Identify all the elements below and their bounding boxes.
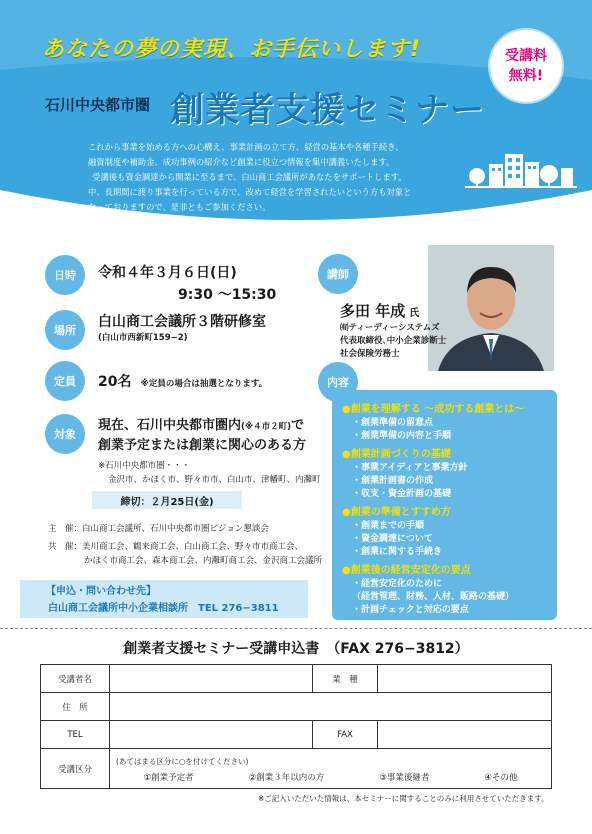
content-item: ・計画チェックと対応の要点 (352, 605, 469, 615)
form-divider (0, 628, 592, 629)
free-badge (490, 30, 562, 102)
tel-field[interactable] (110, 721, 313, 749)
option-successor[interactable]: ③事業後継者 (379, 773, 430, 783)
category-cell (110, 749, 552, 789)
badge-line1: 受講料 (505, 48, 547, 64)
tel-label: TEL (41, 721, 110, 749)
fax-field[interactable] (378, 721, 552, 749)
target-text-a: 現在、石川中央都市圏内 (98, 418, 242, 433)
contact-label: 【申込・問い合わせ先】 (46, 586, 156, 597)
speaker-role: 代表取締役､中小企業診断士 (340, 336, 447, 346)
content-topic: ●創業を理解する 〜成功する創業とは〜 (342, 404, 525, 415)
content-item: ・創業に関する手続き (352, 547, 443, 557)
target-note1: ※石川中央都市圏・・・ (98, 461, 191, 471)
contact-info: 白山商工会議所中小企業相談所 TEL 276−3811 (48, 603, 279, 614)
capacity-row (98, 371, 267, 391)
speaker-info (340, 322, 446, 361)
place-label-badge: 場所 (45, 310, 85, 350)
content-item: ・創業計画書の作成 (352, 476, 434, 486)
speaker-honorific: 氏 (409, 308, 420, 319)
privacy-footnote: ※ご記入いただいた情報は、本セミナーに関することのみに利用させていただきます。 (258, 794, 549, 803)
badge-line2: 無料! (508, 68, 544, 84)
category-hint: (あてはまる区分に○を付けてください) (116, 757, 249, 766)
industry-field[interactable] (378, 665, 552, 693)
target-line1 (98, 414, 304, 433)
content-topic: ●創業計画づくりの基礎 (342, 449, 451, 460)
contact-box (20, 580, 308, 618)
content-item: ・資金調達について (352, 534, 433, 544)
category-options (116, 771, 545, 783)
content-section (342, 403, 554, 443)
target-text-c: で (291, 418, 305, 433)
industry-label: 業 種 (313, 665, 378, 693)
option-planned[interactable]: ①創業予定者 (143, 773, 194, 783)
speaker-label-badge: 講師 (318, 254, 358, 294)
category-label: 受講区分 (41, 749, 110, 789)
content-section (342, 448, 554, 501)
seminar-venue: 白山商工会議所３階研修室 (98, 314, 266, 330)
seminar-time: 9:30 〜15:30 (178, 287, 277, 303)
content-label-badge: 内容 (318, 362, 358, 402)
venue-address: (白山市西新町159−2) (98, 333, 188, 343)
capacity-value: 20名 (98, 374, 132, 390)
intro-line: 融資制度や補助金、成功事例の紹介など創業に役立つ情報を集中講義いたします。 (88, 157, 395, 167)
capacity-note: ※定員の場合は抽選となります。 (140, 379, 268, 389)
application-form (40, 664, 552, 789)
target-text-b: (※４市２町) (241, 422, 292, 432)
cityscape-icon (465, 148, 577, 188)
option-other[interactable]: ④その他 (484, 773, 518, 783)
deadline: 締切：２月25日(金) (92, 491, 242, 509)
address-label: 住 所 (41, 693, 110, 721)
target-note2: 金沢市、かほく市、野々市市、白山市、津幡町、内灘町 (108, 475, 321, 485)
name-label: 受講者名 (41, 665, 110, 693)
content-item: ・創業準備の留意点 (352, 418, 434, 428)
speaker-photo (428, 245, 554, 371)
intro-line: 受講後も資金調達から開業に至るまで、白山商工会議所があなたをサポートします。 (92, 172, 407, 182)
content-section (342, 506, 554, 559)
content-item: （経営管理、財務、人材、販路の基礎） (352, 592, 515, 602)
intro-line: これから事業を始める方への心構え、事業計画の立て方、経営の基本や各種手続き、 (88, 142, 404, 152)
cohost-line1: 共 催：美川商工会、鶴来商工会、白山商工会、野々市市商工会、 (48, 542, 304, 552)
date-label-badge: 日時 (45, 255, 85, 295)
capacity-label-badge: 定員 (45, 361, 85, 401)
content-list (342, 403, 554, 617)
content-item: ・創業準備の内容と手順 (352, 431, 452, 441)
intro-line: なっておりますので、是非ともご参加ください。 (88, 202, 271, 212)
content-item: ・経営安定化のために (352, 579, 443, 589)
speaker-company: ㈲ティーディーシステムズ (340, 323, 440, 333)
address-field[interactable] (110, 693, 552, 721)
content-topic: ●創業の準備とすすめ方 (342, 507, 451, 518)
speaker-fullname: 多田 年成 (340, 302, 406, 320)
intro-text (88, 140, 493, 215)
content-topic: ●創業後の経営安定化の要点 (342, 565, 471, 576)
fax-label: FAX (313, 721, 378, 749)
cohost-line2: かほく市商工会、森本商工会、内灘町商工会、金沢商工会議所 (84, 556, 323, 566)
content-item: ・創業までの手順 (352, 521, 425, 531)
target-label-badge: 対象 (45, 414, 85, 454)
seminar-title: 創業者支援セミナー (170, 90, 485, 130)
content-item: ・収支・資金計画の基礎 (352, 489, 452, 499)
form-title: 創業者支援セミナー受講申込書 （FAX 276−3812） (123, 641, 469, 657)
speaker-role2: 社会保険労務士 (340, 349, 400, 359)
seminar-date: 令和４年３月６日(日) (98, 265, 237, 281)
area-name: 石川中央都市圏 (45, 96, 151, 114)
target-line2: 創業予定または創業に関心のある方 (98, 438, 307, 453)
name-field[interactable] (110, 665, 313, 693)
content-section (342, 564, 554, 617)
organizer: 主 催：白山商工会議所、石川中央都市圏ビジョン懇談会 (48, 524, 269, 534)
option-within-3-years[interactable]: ②創業３年以内の方 (248, 773, 325, 783)
intro-line: 中、長期間に渡り事業を行っている方で、改めて経営を学習されたいという方も対象と (88, 187, 412, 197)
catch-copy: あなたの夢の実現、お手伝いします! (42, 37, 422, 62)
speaker-name (340, 300, 419, 321)
person-icon (428, 245, 554, 371)
content-item: ・事業アイディアと事業方針 (352, 463, 468, 473)
